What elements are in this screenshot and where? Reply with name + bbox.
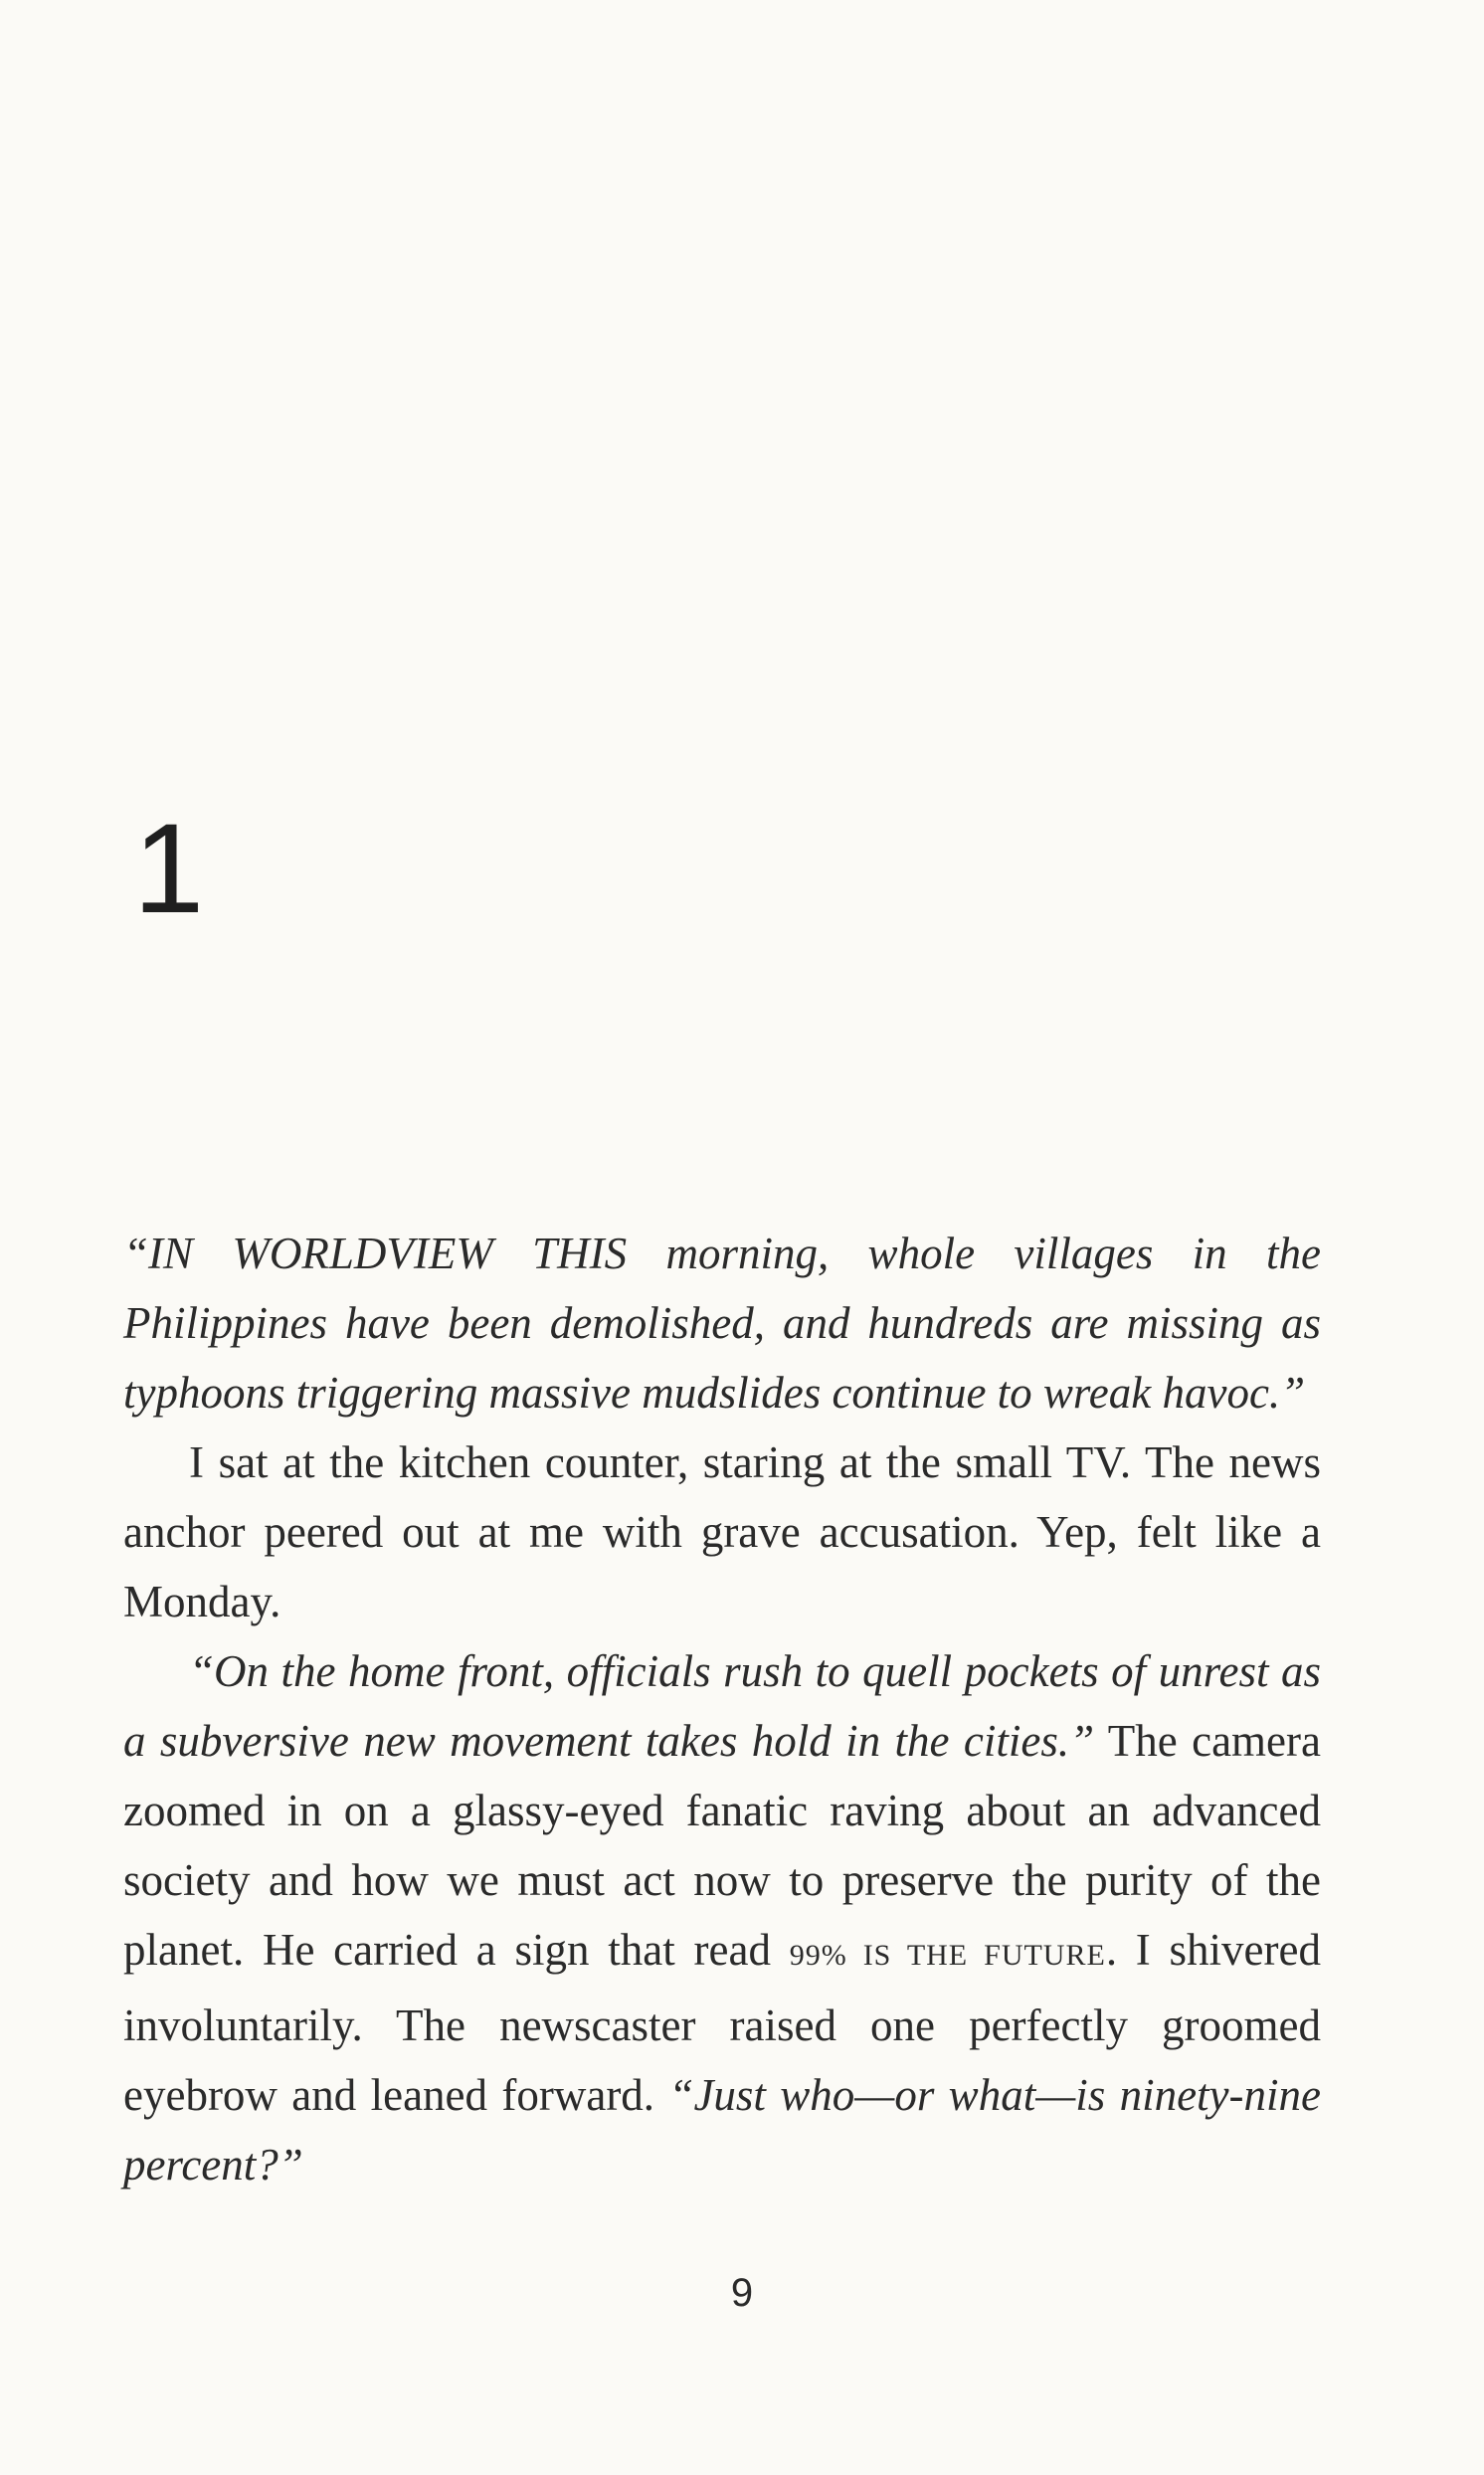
paragraph-2-segment-1: I sat at the kitchen counter, staring at the small TV. The news anchor peered out at me with grave accusation. Yep, felt like a Monday. [123,1437,1321,1626]
paragraph-3 [123,1636,1321,2199]
paragraph-1 [123,1219,1321,1428]
paragraph-3-sign-text: 99% IS THE FUTURE [789,1939,1106,1972]
paragraph-3-segment-1: “On the home front, officials rush to quell pockets of unrest as a subversive new movement takes hold in the cities.” [123,1646,1321,1766]
page-number: 9 [730,2271,754,2315]
paragraph-3-segment-2: The camera zoomed in on a glassy-eyed fanatic raving about an advanced society and how we must act now to preserve the purity of the planet. He carried a sign that read [123,1716,1321,1975]
chapter-number: 1 [133,798,205,940]
paragraph-3-segment-4: . I shivered involuntarily. The newscaster raised one perfectly groomed eyebrow and leaned forward. [123,1925,1321,2120]
paragraph-1-segment-1: “IN WORLDVIEW THIS morning, whole villages in the Philippines have been demolished, and hundreds are missing as typhoons triggering massive mudslides continue to wreak havoc.” [123,1229,1321,1418]
chapter-body [123,1219,1321,2199]
paragraph-3-segment-5: “Just who—or what—is ninety-nine percent?” [123,2070,1321,2189]
paragraph-2 [123,1428,1321,1636]
